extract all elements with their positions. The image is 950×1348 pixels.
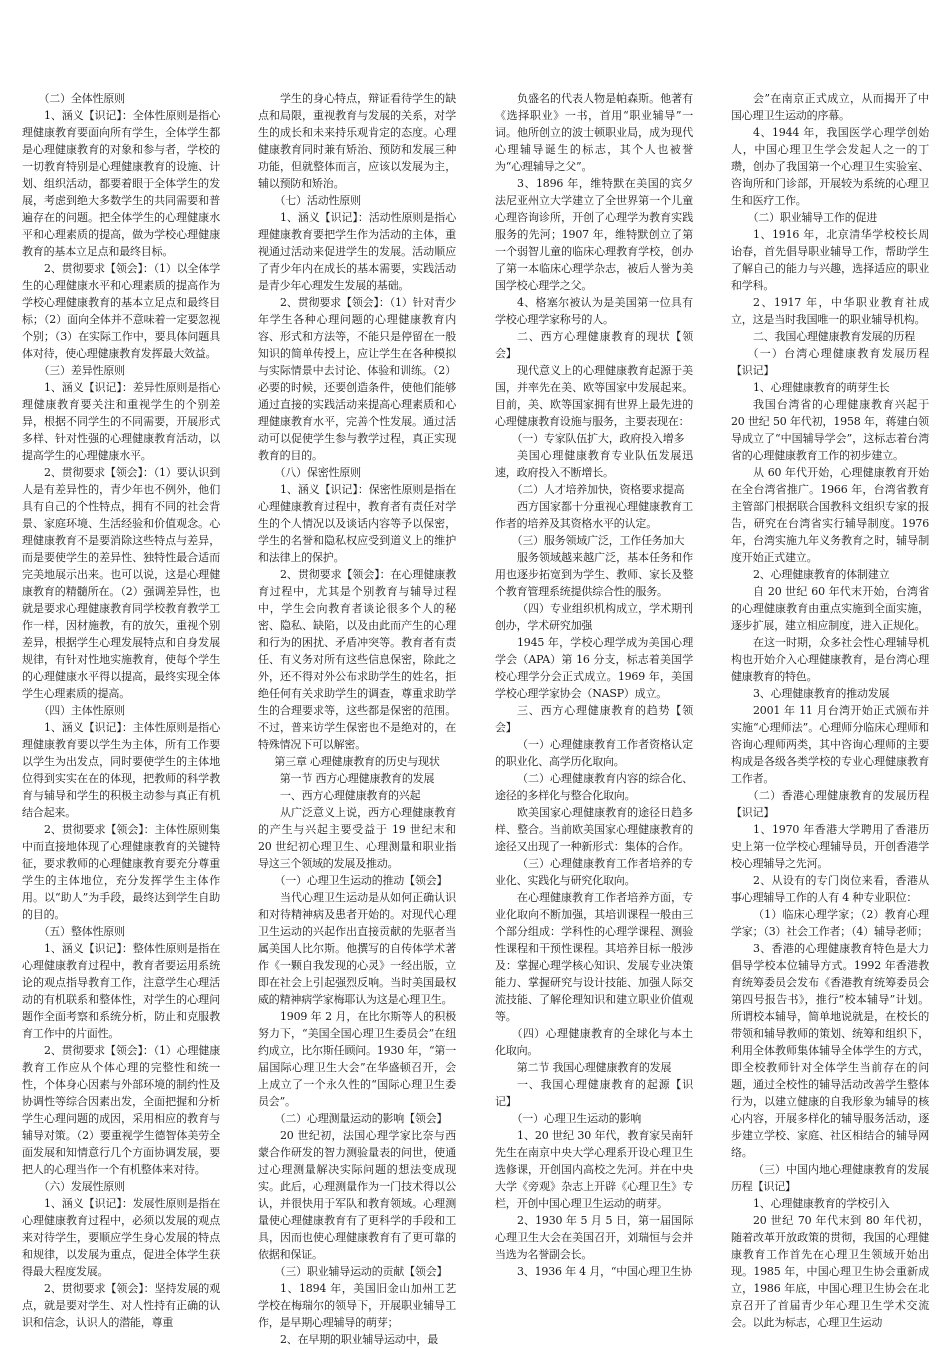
text-column-2 xyxy=(258,90,456,1346)
paragraph: 1、1916 年，北京清华学校校长周诒春，首先倡导职业辅导工作，帮助学生了解自己的能力与兴趣，选择适应的职业和学科。 xyxy=(731,228,929,292)
paragraph: 第三章 心理健康教育的历史与现状 xyxy=(274,755,440,768)
paragraph: 4、格塞尔被认为是美国第一位具有学校心理学家称号的人。 xyxy=(495,296,693,326)
paragraph: 20 世纪 70 年代末到 80 年代初，随着改革开放政策的贯彻，我国的心理健康教育工作首先在心理卫生领域开始出现。1985 年，中国心理卫生协会重新成立，1986 年底，中国心理卫生协会在北京召开了首届青少年心理卫生学术交流会。以此为标志，心理卫生运动 xyxy=(731,1214,929,1329)
paragraph: 现代意义上的心理健康教育起源于美国，并率先在美、欧等国家中发展起来。目前，美、欧等国家拥有世界上最先进的心理健康教育设施与服务，主要表现在： xyxy=(495,364,693,428)
paragraph: （二）人才培养加快，资格要求提高 xyxy=(511,483,685,496)
paragraph: 1、心理健康教育的萌芽生长 xyxy=(753,381,890,394)
paragraph: 2、贯彻要求【领会】：主体性原则集中而直接地体现了心理健康教育的关键特征，要求教师的心理健康教育要充分尊重学生的主体地位，充分发挥学生主体作用。以“助人”为手段，最终达到学生自助的目的。 xyxy=(22,823,220,921)
paragraph: （一）心理健康教育工作者资格认定的职业化、高学历化取向。 xyxy=(495,738,693,768)
paragraph: （二）全体性原则 xyxy=(38,92,125,105)
paragraph: 自 20 世纪 60 年代末开始，台湾省的心理健康教育由重点实施到全面实施，逐步扩展，建立相应制度，进入正规化。 xyxy=(731,585,929,632)
paragraph: 服务领域越来越广泛，基本任务和作用也逐步拓宽到为学生、教师、家长及整个教育管理系统提供综合性的服务。 xyxy=(495,551,693,598)
paragraph: 三、西方心理健康教育的趋势【领会】 xyxy=(495,704,693,734)
paragraph: 1909 年 2 月，在比尔斯等人的积极努力下，“美国全国心理卫生委员会”在纽约成立，比尔斯任顾问。1930 年，“第一届国际心理卫生大会”在华盛顿召开，会上成立了一个永久性的“国际心理卫生委员会”。 xyxy=(258,1010,456,1108)
paragraph: 从广泛意义上说，西方心理健康教育的产生与兴起主要受益于 19 世纪末和 20 世纪初心理卫生、心理测量和职业指导这三个领域的发展及推动。 xyxy=(258,806,456,870)
paragraph: 3、1936 年 4 月，“中国心理卫生协 xyxy=(517,1265,692,1278)
paragraph: （四）专业组织机构成立，学术期刊创办，学术研究加强 xyxy=(495,602,693,632)
paragraph: （四）主体性原则 xyxy=(38,704,125,717)
paragraph: 2、贯彻要求【领会】：（1）要认识到人是有差异性的，青少年也不例外，他们具有自己的个性特点，拥有不同的社会背景、家庭环境、生活经验和价值观念。心理健康教育不是要消除这些特点与差异，而是要使学生的差异性、独特性最合适而完美地展示出来。也可以说，这是心理健康教育的精髓所在。（2）强调差异性，也就是要求心理健康教育同学校教育教学工作一样，因材施教，有的放矢，重视个别差异，根据学生心理发展特点和自身发展规律，有针对性地实施教育，使每个学生的心理健康水平得以提高，最终实现全体学生心理素质的提高。 xyxy=(22,466,220,700)
paragraph: （三）职业辅导运动的贡献【领会】 xyxy=(274,1265,448,1278)
paragraph: 2、1917 年，中华职业教育社成立，这是当时我国唯一的职业辅导机构。 xyxy=(731,296,929,326)
paragraph: 会”在南京正式成立，从而揭开了中国心理卫生运动的序幕。 xyxy=(731,92,929,122)
paragraph: （一）心理卫生运动的影响 xyxy=(511,1112,642,1125)
paragraph: （1）临床心理学家；（2）教育心理学家；（3）社会工作者；（4）辅导老师； xyxy=(731,908,929,938)
paragraph: （一）台湾心理健康教育发展历程【识记】 xyxy=(731,347,929,377)
paragraph: 一、我国心理健康教育的起源【识记】 xyxy=(495,1078,693,1108)
paragraph: 2、贯彻要求【领会】：（1）以全体学生的心理健康水平和心理素质的提高作为学校心理健康教育的基本立足点和最终目标；（2）面向全体并不意味着一定要忽视个别；（3）在实际工作中，要具体问题具体对待，使心理健康教育发挥最大效益。 xyxy=(22,262,220,360)
paragraph: 2、心理健康教育的体制建立 xyxy=(753,568,890,581)
paragraph: （三）差异性原则 xyxy=(38,364,125,377)
paragraph: 1、涵义【识记】：主体性原则是指心理健康教育要以学生为主体，所有工作要以学生为出发点，同时要使学生的主体地位得到实实在在的体现，把教师的科学教育与辅导和学生的积极主动参与真正有机结合起来。 xyxy=(22,721,220,819)
paragraph: （三）心理健康教育工作者培养的专业化、实践化与研究化取向。 xyxy=(495,857,693,887)
paragraph: 1、1970 年香港大学聘用了香港历史上第一位学校心理辅导员，开创香港学校心理辅导之先河。 xyxy=(731,823,929,870)
paragraph: （八）保密性原则 xyxy=(274,466,361,479)
paragraph: 3、香港的心理健康教育特色是大力倡导学校本位辅导方式。1992 年香港教育统筹委员会发布《香港教育统筹委员会第四号报告书》，推行“校本辅导”计划。所谓校本辅导，简单地说就是，在校长的带领和辅导教师的策划、统筹和组织下，利用全体教师集体辅导全体学生的方式，即全校教师针对全体学生当前存在的问题，通过全校性的辅导活动改善学生整体行为，以建立健康的自我形象为辅导的核心内容，开展多样化的辅导服务活动，逐步建立学校、家庭、社区相结合的辅导网络。 xyxy=(731,942,929,1159)
paragraph: （五）整体性原则 xyxy=(38,925,125,938)
paragraph: 美国心理健康教育专业队伍发展迅速，政府投入不断增长。 xyxy=(495,449,693,479)
paragraph: 第一节 西方心理健康教育的发展 xyxy=(279,772,435,785)
paragraph: 二、西方心理健康教育的现状【领会】 xyxy=(495,330,693,360)
paragraph: 西方国家都十分重视心理健康教育工作者的培养及其资格水平的认定。 xyxy=(495,500,693,530)
paragraph: 一、西方心理健康教育的兴起 xyxy=(280,789,421,802)
paragraph: 从 60 年代开始，心理健康教育开始在全台湾省推广。1966 年，台湾省教育主管部门根据联合国教科文组织专家的报告，研究在台湾省实行辅导制度。1976 年，台湾实施九年义务教育之时，辅导制度开始正式建立。 xyxy=(731,466,929,564)
paragraph: （六）发展性原则 xyxy=(38,1180,125,1193)
paragraph: 1、20 世纪 30 年代，教育家吴南轩先生在南京中央大学心理系开设心理卫生选修课，开创国内高校之先河。并在中央大学《旁观》杂志上开辟《心理卫生》专栏，开创中国心理卫生运动的萌芽。 xyxy=(495,1129,693,1210)
paragraph: （二）心理测量运动的影响【领会】 xyxy=(274,1112,448,1125)
paragraph: （二）心理健康教育内容的综合化、途径的多样化与整合化取向。 xyxy=(495,772,693,802)
paragraph: （二）职业辅导工作的促进 xyxy=(747,211,878,224)
paragraph: 2、贯彻要求【领会】：（1）针对青少年学生各种心理问题的心理健康教育内容、形式和方法等，不能只是停留在一般知识的简单传授上，应让学生在各种模拟与实际情景中去讨论、体验和训练。（2）必要的时候，还要创造条件，使他们能够通过直接的实践活动来提高心理素质和心理健康教育水平，完善个性发展。通过活动可以促使学生参与教学过程，真正实现教育的目的。 xyxy=(258,296,456,462)
paragraph: （二）香港心理健康教育的发展历程【识记】 xyxy=(731,789,929,819)
paragraph: 负盛名的代表人物是帕森斯。他著有《选择职业》一书，首用“职业辅导”一词。他所创立的波士顿职业局，成为现代心理辅导诞生的标志，其个人也被誉为“心理辅导之父”。 xyxy=(495,92,693,173)
paragraph: 2、1930 年 5 月 5 日，第一届国际心理卫生大会在美国召开，刘瑞恒与会并当选为名誉副会长。 xyxy=(495,1214,693,1261)
paragraph: 1、涵义【识记】：保密性原则是指在心理健康教育过程中，教育者有责任对学生的个人情况以及谈话内容等予以保密，学生的名誉和隐私权应受到道义上的维护和法律上的保护。 xyxy=(258,483,456,564)
paragraph: 1、心理健康教育的学校引入 xyxy=(753,1197,890,1210)
text-column-3 xyxy=(495,90,693,1334)
paragraph: 2、从设有的专门岗位来看，香港从事心理辅导工作的人有 4 种专业职位： xyxy=(731,874,929,904)
paragraph: 当代心理卫生运动是从如何正确认识和对待精神病及患者开始的。对现代心理卫生运动的兴起作出直接贡献的先驱者当属美国人比尔斯。他撰写的自传体学术著作《一颗自我发现的心灵》一经出版，立即在社会上引起强烈反响。当时美国最权威的精神病学家梅耶认为这是心理卫生。 xyxy=(258,891,456,1006)
paragraph: 1、1894 年，美国旧金山加州工艺学校在梅瑞尔的领导下，开展职业辅导工作，是早期心理辅导的萌芽； xyxy=(258,1282,456,1329)
paragraph: 2、贯彻要求【领会】：（1）心理健康教育工作应从个体心理的完整性和统一性，个体身心因素与外部环境的制约性及协调性等综合因素出发，全面把握和分析学生心理问题的成因，采用相应的教育与辅导对策。（2）要重视学生德智体美劳全面发展和知情意行几个方面协调发展，要把人的心理当作一个有机整体来对待。 xyxy=(22,1044,220,1176)
paragraph: （四）心理健康教育的全球化与本土化取向。 xyxy=(495,1027,693,1057)
paragraph: 在这一时期，众多社会性心理辅导机构也开始介入心理健康教育，是台湾心理健康教育的特色。 xyxy=(731,636,929,683)
paragraph: 学生的身心特点，辩证看待学生的缺点和局限，重视教育与发展的关系，对学生的成长和未来持乐观肯定的态度。心理健康教育同时兼有矫治、预防和发展三种功能，但就整体而言，应该以发展为主，辅以预防和矫治。 xyxy=(258,92,456,190)
paragraph: （一）心理卫生运动的推动【领会】 xyxy=(274,874,448,887)
paragraph: 二、我国心理健康教育发展的历程 xyxy=(753,330,915,343)
paragraph: （三）中国内地心理健康教育的发展历程【识记】 xyxy=(731,1163,929,1193)
paragraph: （三）服务领域广泛，工作任务加大 xyxy=(511,534,685,547)
paragraph: 1、涵义【识记】：全体性原则是指心理健康教育要面向所有学生，全体学生都是心理健康教育的对象和参与者，学校的一切教育特别是心理健康教育的设施、计划、组织活动，都要着眼于全体学生的发展，考虑到绝大多数学生的共同需要和普遍存在的问题。把全体学生的心理健康水平和心理素质的提高，做为学校心理健康教育的基本立足点和最终目标。 xyxy=(22,109,220,258)
paragraph: 1、涵义【识记】：整体性原则是指在心理健康教育过程中，教育者要运用系统论的观点指导教育工作，注意学生心理活动的有机联系和整体性，对学生的心理问题作全面考察和系统分析，防止和克服教育工作中的片面性。 xyxy=(22,942,220,1040)
paragraph: 在心理健康教育工作者培养方面，专业化取向不断加强，其培训课程一般由三个部分组成：学科性的心理学课程、测验性课程和干预性课程。其培养目标一般涉及：掌握心理学核心知识、发展专业决策能力、掌握研究与设计技能、加强人际交流技能、了解伦理知识和建立职业价值观等。 xyxy=(495,891,693,1023)
paragraph: 我国台湾省的心理健康教育兴起于 20 世纪 50 年代初，1958 年，蒋建白领导成立了“中国辅导学会”，这标志着台湾省的心理健康教育工作的初步建立。 xyxy=(731,398,929,462)
paragraph: 1、涵义【识记】：活动性原则是指心理健康教育要把学生作为活动的主体，重视通过活动来促进学生的发展。活动顺应了青少年内在成长的基本需要，实践活动是青少年心理发生发展的基础。 xyxy=(258,211,456,292)
paragraph: 欧美国家心理健康教育的途径日趋多样、整合。当前欧美国家心理健康教育的途径又出现了一种新形式：集体的合作。 xyxy=(495,806,693,853)
paragraph: 20 世纪初，法国心理学家比奈与西蒙合作研发的智力测验量表的问世，使通过心理测量解决实际问题的想法变成现实。此后，心理测量作为一门技术得以公认，并很快用于军队和教育领域。心理测量使心理健康教育有了更科学的手段和工具，因而也使心理健康教育有了更可靠的依据和保证。 xyxy=(258,1129,456,1261)
paragraph: 2001 年 11 月台湾开始正式颁布并实施“心理师法”。心理师分临床心理师和咨询心理师两类，其中咨询心理师的主要构成是各级各类学校的专业心理健康教育工作者。 xyxy=(731,704,929,785)
paragraph: 第二节 我国心理健康教育的发展 xyxy=(516,1061,672,1074)
paragraph: 3、心理健康教育的推动发展 xyxy=(753,687,890,700)
text-column-1 xyxy=(22,90,220,1334)
paragraph: （七）活动性原则 xyxy=(274,194,361,207)
paragraph: 2、贯彻要求【领会】：在心理健康教育过程中，尤其是个别教育与辅导过程中，学生会向教育者谈论很多个人的秘密、隐私、缺陷，以及由此而产生的心理和行为的困扰、矛盾冲突等。教育者有责任、有义务对所有这些信息保密，除此之外，还不得对外公布求助学生的姓名，拒绝任何有关求助学生的调查，尊重求助学生的合理要求等，这些都是保密的范围。不过，普来访学生保密也不是绝对的，在特殊情况下可以解密。 xyxy=(258,568,456,751)
text-column-4 xyxy=(731,90,929,1334)
paragraph: 3、1896 年，维特默在美国的宾夕法尼亚州立大学建立了全世界第一个儿童心理咨询诊所，开创了心理学为教育实践服务的先河；1907 年，维特默创立了第一个弱智儿童的临床心理教育学校，创办了第一本临床心理学杂志，被后人誉为美国学校心理学之父。 xyxy=(495,177,693,292)
paragraph: 1945 年，学校心理学成为美国心理学会（APA）第 16 分支，标志着美国学校心理学分会正式成立。1969 年，美国学校心理学家协会（NASP）成立。 xyxy=(495,636,693,700)
paragraph: 1、涵义【识记】：差异性原则是指心理健康教育要关注和重视学生的个别差异，根据不同学生的不同需要，开展形式多样、针对性强的心理健康教育活动，以提高学生的心理健康水平。 xyxy=(22,381,220,462)
paragraph: 1、涵义【识记】：发展性原则是指在心理健康教育过程中，必须以发展的观点来对待学生，要顺应学生身心发展的特点和规律，以发展为重点，促进全体学生获得最大程度发展。 xyxy=(22,1197,220,1278)
paragraph: （一）专家队伍扩大，政府投入增多 xyxy=(511,432,685,445)
paragraph: 2、在早期的职业辅导运动中，最 xyxy=(280,1333,438,1346)
paragraph: 2、贯彻要求【领会】：坚持发展的观点，就是要对学生、对人性持有正确的认识和信念，认识人的潜能，尊重 xyxy=(22,1282,220,1329)
paragraph: 4、1944 年，我国医学心理学创始人，中国心理卫生学会发起人之一的丁瓒，创办了我国第一个心理卫生实验室、咨询所和门诊部，开展较为系统的心理卫生和医疗工作。 xyxy=(731,126,929,207)
